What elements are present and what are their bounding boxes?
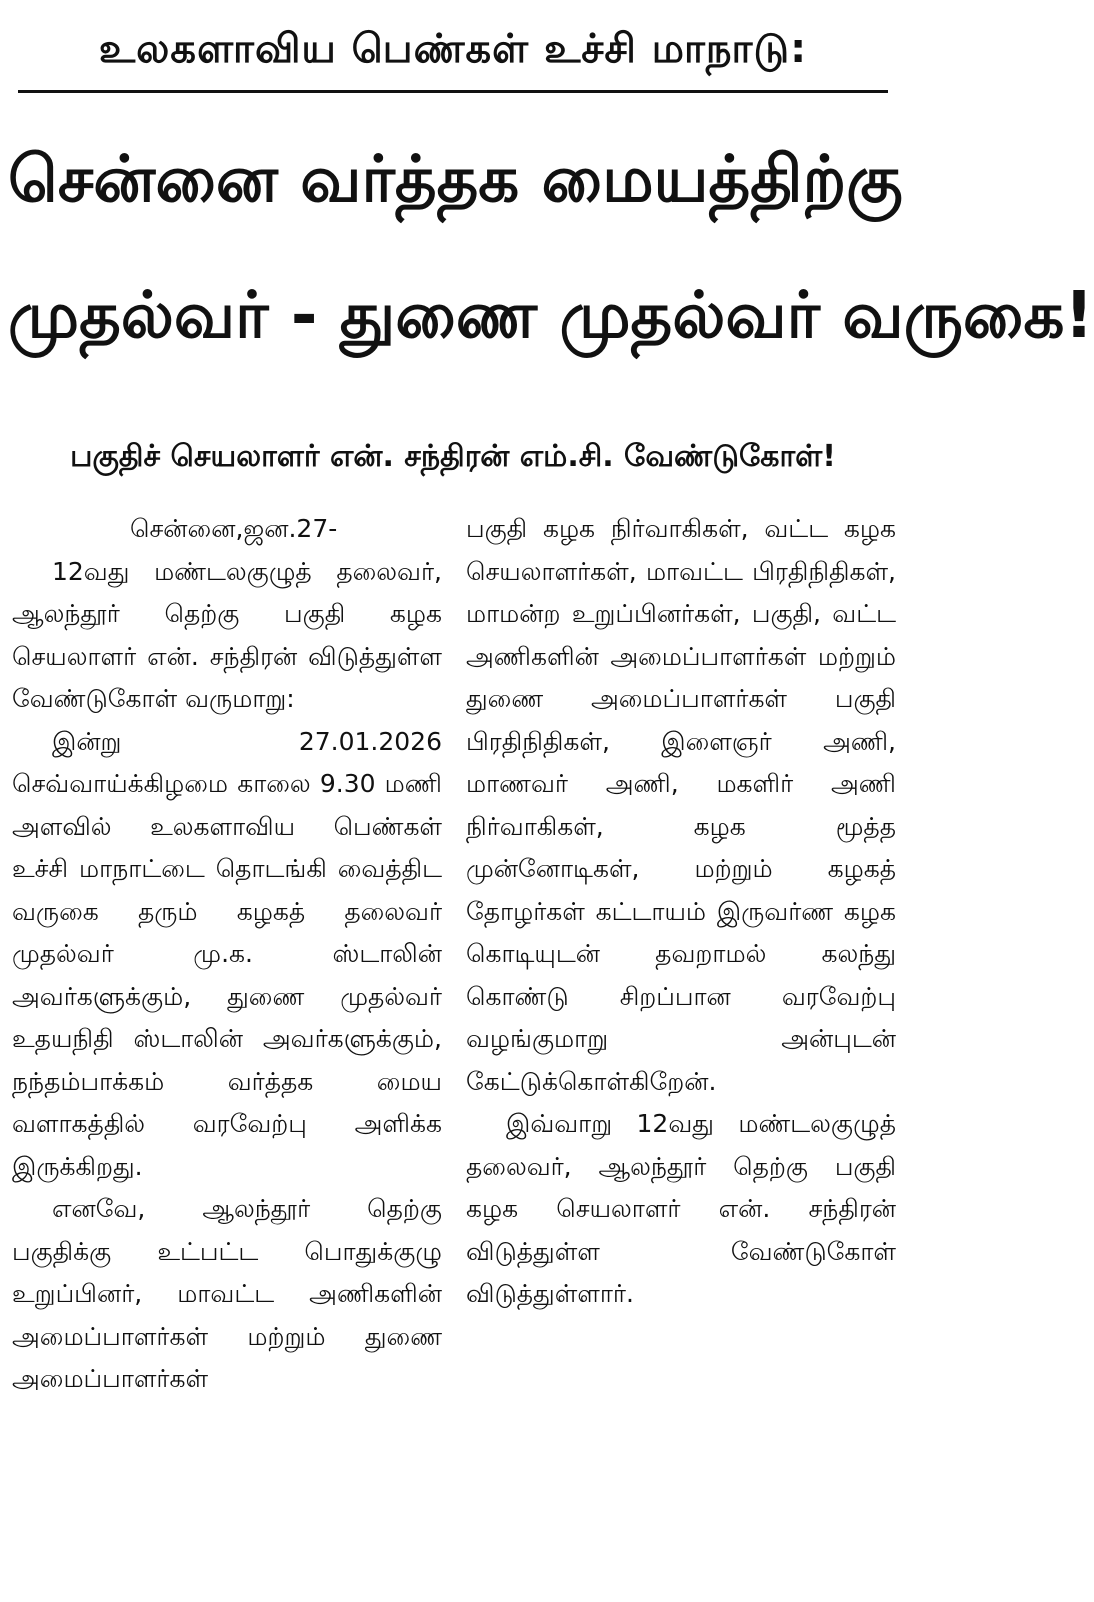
article-paragraph: இவ்வாறு 12வது மண்டலகுழுத் தலைவர், ஆலந்தூர் தெற்கு பகுதி கழக செயலாளர் என். சந்திரன் விடுத்துள்ள வேண்டுகோள் விடுத்துள்ளார். [466, 1109, 896, 1308]
headline-line-2: முதல்வர் - துணை முதல்வர் வருகை! [8, 279, 1094, 353]
article-paragraph: பகுதி கழக நிர்வாகிகள், வட்ட கழக செயலாளர்கள், மாவட்ட பிரதிநிதிகள், மாமன்ற உறுப்பினர்கள், பகுதி, வட்ட அணிகளின் அமைப்பாளர்கள் மற்றும் துணை அமைப்பாளர்கள் பகுதி பிரதிநிதிகள், இளைஞர் அணி, மாணவர் அணி, மகளிர் அணி நிர்வாகிகள், கழக மூத்த முன்னோடிகள், மற்றும் கழகத் தோழர்கள் கட்டாயம் இருவர்ண கழக கொடியுடன் தவறாமல் கலந்து கொண்டு சிறப்பான வரவேற்பு வழங்குமாறு அன்புடன் கேட்டுக்கொள்கிறேன். [466, 514, 896, 1096]
article-paragraph: எனவே, ஆலந்தூர் தெற்கு பகுதிக்கு உட்பட்ட பொதுக்குழு உறுப்பினர், மாவட்ட அணிகளின் அமைப்பாளர்கள் மற்றும் துணை அமைப்பாளர்கள் [12, 1194, 442, 1393]
article-column-left [12, 508, 442, 1401]
headline-line-1: சென்னை வர்த்தக மையத்திற்கு [8, 143, 903, 217]
dateline: சென்னை,ஜன.27- [130, 514, 338, 543]
kicker-heading: உலகளாவிய பெண்கள் உச்சி மாநாடு: [18, 8, 888, 93]
article-paragraph: 12வது மண்டலகுழுத் தலைவர், ஆலந்தூர் தெற்கு பகுதி கழக செயலாளர் என். சந்திரன் விடுத்துள்ள வேண்டுகோள் வருமாறு: [12, 556, 442, 713]
article-paragraph: இன்று 27.01.2026 செவ்வாய்க்கிழமை காலை 9.30 மணி அளவில் உலகளாவிய பெண்கள் உச்சி மாநாட்டை தொடங்கி வைத்திட வருகை தரும் கழகத் தலைவர் முதல்வர் மு.க. ஸ்டாலின் அவர்களுக்கும், துணை முதல்வர் உதயநிதி ஸ்டாலின் அவர்களுக்கும், நந்தம்பாக்கம் வர்த்தக மைய வளாகத்தில் வரவேற்பு அளிக்க இருக்கிறது. [12, 726, 442, 1181]
subheading: பகுதிச் செயலாளர் என். சந்திரன் எம்.சி. வேண்டுகோள்! [70, 439, 836, 474]
article-column-right [466, 508, 896, 1316]
main-headline [8, 112, 1094, 384]
